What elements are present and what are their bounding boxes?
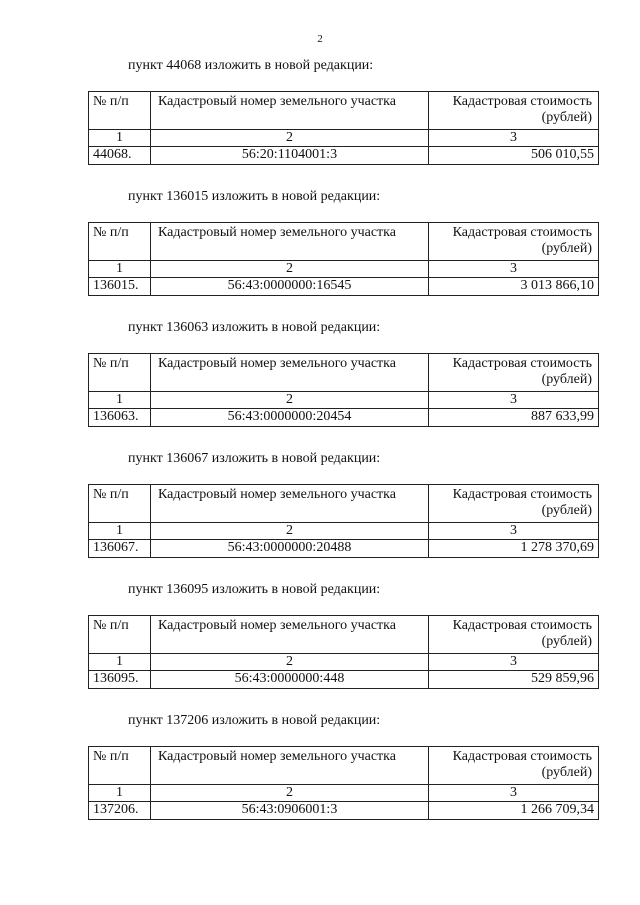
page-number: 2 [317, 33, 323, 45]
amendment-heading: пункт 136095 изложить в новой редакции: [128, 582, 381, 597]
cadastral-table [88, 746, 599, 820]
table-header-row [89, 92, 599, 130]
column-header-cadastral-number: Кадастровый номер земельного участка [151, 485, 429, 523]
column-number-2: 2 [151, 785, 429, 802]
table-row [89, 671, 599, 689]
cadastral-number: 56:20:1104001:3 [151, 147, 429, 165]
column-header-number: № п/п [89, 616, 151, 654]
column-number-1: 1 [89, 261, 151, 278]
cadastral-table [88, 484, 599, 558]
cadastral-value: 887 633,99 [429, 409, 599, 427]
table-row [89, 540, 599, 558]
table-row [89, 147, 599, 165]
cadastral-number: 56:43:0000000:20488 [151, 540, 429, 558]
column-number-1: 1 [89, 785, 151, 802]
column-number-3: 3 [429, 785, 599, 802]
column-numbering-row [89, 654, 599, 671]
column-header-number: № п/п [89, 92, 151, 130]
column-number-2: 2 [151, 392, 429, 409]
cadastral-table [88, 615, 599, 689]
column-header-cadastral-value: Кадастровая стоимость (рублей) [429, 747, 599, 785]
column-numbering-row [89, 392, 599, 409]
column-header-number: № п/п [89, 223, 151, 261]
table-header-row [89, 485, 599, 523]
column-header-cadastral-number: Кадастровый номер земельного участка [151, 616, 429, 654]
amendment-heading: пункт 137206 изложить в новой редакции: [128, 713, 381, 728]
column-numbering-row [89, 523, 599, 540]
cadastral-table [88, 353, 599, 427]
cadastral-table [88, 222, 599, 296]
cadastral-value: 1 266 709,34 [429, 802, 599, 820]
column-header-number: № п/п [89, 747, 151, 785]
column-header-cadastral-number: Кадастровый номер земельного участка [151, 747, 429, 785]
column-number-1: 1 [89, 523, 151, 540]
column-number-3: 3 [429, 261, 599, 278]
column-number-3: 3 [429, 523, 599, 540]
table-row [89, 278, 599, 296]
column-number-2: 2 [151, 130, 429, 147]
column-numbering-row [89, 130, 599, 147]
amendment-heading: пункт 136067 изложить в новой редакции: [128, 451, 381, 466]
cadastral-number: 56:43:0906001:3 [151, 802, 429, 820]
column-header-cadastral-value: Кадастровая стоимость (рублей) [429, 485, 599, 523]
cadastral-value: 506 010,55 [429, 147, 599, 165]
item-number: 136063. [89, 409, 151, 427]
item-number: 136067. [89, 540, 151, 558]
column-number-1: 1 [89, 392, 151, 409]
cadastral-number: 56:43:0000000:16545 [151, 278, 429, 296]
column-header-cadastral-number: Кадастровый номер земельного участка [151, 223, 429, 261]
cadastral-value: 529 859,96 [429, 671, 599, 689]
column-numbering-row [89, 261, 599, 278]
table-row [89, 409, 599, 427]
column-number-3: 3 [429, 654, 599, 671]
table-header-row [89, 223, 599, 261]
amendment-heading: пункт 44068 изложить в новой редакции: [128, 58, 374, 73]
item-number: 44068. [89, 147, 151, 165]
column-header-cadastral-value: Кадастровая стоимость (рублей) [429, 92, 599, 130]
item-number: 136095. [89, 671, 151, 689]
item-number: 137206. [89, 802, 151, 820]
table-header-row [89, 616, 599, 654]
column-header-cadastral-number: Кадастровый номер земельного участка [151, 354, 429, 392]
column-number-1: 1 [89, 130, 151, 147]
table-header-row [89, 747, 599, 785]
column-number-2: 2 [151, 261, 429, 278]
cadastral-table [88, 91, 599, 165]
column-header-cadastral-number: Кадастровый номер земельного участка [151, 92, 429, 130]
amendment-heading: пункт 136063 изложить в новой редакции: [128, 320, 381, 335]
column-number-3: 3 [429, 130, 599, 147]
column-number-2: 2 [151, 654, 429, 671]
column-header-number: № п/п [89, 354, 151, 392]
column-number-3: 3 [429, 392, 599, 409]
table-row [89, 802, 599, 820]
column-number-1: 1 [89, 654, 151, 671]
column-numbering-row [89, 785, 599, 802]
column-header-number: № п/п [89, 485, 151, 523]
cadastral-number: 56:43:0000000:20454 [151, 409, 429, 427]
amendment-heading: пункт 136015 изложить в новой редакции: [128, 189, 381, 204]
table-header-row [89, 354, 599, 392]
item-number: 136015. [89, 278, 151, 296]
cadastral-value: 3 013 866,10 [429, 278, 599, 296]
cadastral-number: 56:43:0000000:448 [151, 671, 429, 689]
cadastral-value: 1 278 370,69 [429, 540, 599, 558]
column-header-cadastral-value: Кадастровая стоимость (рублей) [429, 354, 599, 392]
column-header-cadastral-value: Кадастровая стоимость (рублей) [429, 616, 599, 654]
column-header-cadastral-value: Кадастровая стоимость (рублей) [429, 223, 599, 261]
column-number-2: 2 [151, 523, 429, 540]
